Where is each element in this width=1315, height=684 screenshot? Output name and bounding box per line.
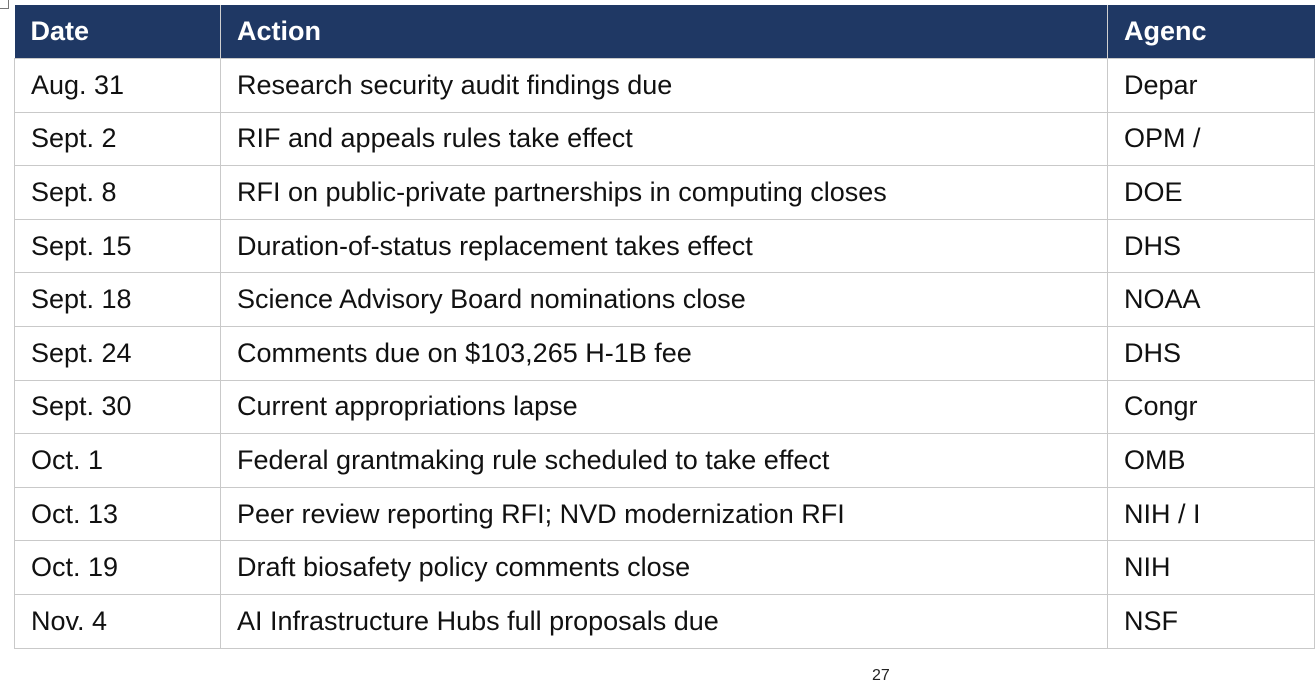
table-row [15, 219, 1315, 273]
table-row [15, 166, 1315, 220]
table-row [15, 594, 1315, 648]
cell-agency: NOAA [1108, 273, 1315, 327]
table-row [15, 541, 1315, 595]
cell-date: Sept. 24 [15, 326, 221, 380]
cell-action: Current appropriations lapse [221, 380, 1108, 434]
cell-action: Draft biosafety policy comments close [221, 541, 1108, 595]
table-header [15, 5, 1315, 59]
cell-action: RIF and appeals rules take effect [221, 112, 1108, 166]
table-row [15, 273, 1315, 327]
cell-agency: Congr [1108, 380, 1315, 434]
cell-action: AI Infrastructure Hubs full proposals due [221, 594, 1108, 648]
cell-date: Oct. 19 [15, 541, 221, 595]
cell-agency: DHS [1108, 326, 1315, 380]
deadlines-table [14, 5, 1315, 649]
cell-action: Comments due on $103,265 H-1B fee [221, 326, 1108, 380]
cell-action: Research security audit findings due [221, 59, 1108, 113]
header-date: Date [15, 5, 221, 59]
header-action: Action [221, 5, 1108, 59]
table-row [15, 434, 1315, 488]
table-row [15, 59, 1315, 113]
cell-action: Federal grantmaking rule scheduled to take effect [221, 434, 1108, 488]
cell-date: Sept. 2 [15, 112, 221, 166]
table-row [15, 326, 1315, 380]
corner-crop-mark [0, 0, 9, 9]
table-row [15, 487, 1315, 541]
cell-agency: DOE [1108, 166, 1315, 220]
cell-action: Peer review reporting RFI; NVD modernization RFI [221, 487, 1108, 541]
cell-agency: NSF [1108, 594, 1315, 648]
cell-date: Sept. 18 [15, 273, 221, 327]
header-row [15, 5, 1315, 59]
page-number: 27 [872, 667, 890, 684]
cell-action: Duration-of-status replacement takes effect [221, 219, 1108, 273]
cell-agency: OMB [1108, 434, 1315, 488]
table-row [15, 380, 1315, 434]
table-row [15, 112, 1315, 166]
cell-date: Aug. 31 [15, 59, 221, 113]
table-body [15, 59, 1315, 649]
cell-date: Sept. 8 [15, 166, 221, 220]
cell-agency: NIH / I [1108, 487, 1315, 541]
cell-date: Nov. 4 [15, 594, 221, 648]
cell-agency: DHS [1108, 219, 1315, 273]
cell-agency: Depar [1108, 59, 1315, 113]
cell-date: Oct. 1 [15, 434, 221, 488]
cell-date: Sept. 15 [15, 219, 221, 273]
cell-agency: OPM / [1108, 112, 1315, 166]
cell-date: Sept. 30 [15, 380, 221, 434]
cell-action: RFI on public-private partnerships in computing closes [221, 166, 1108, 220]
cell-agency: NIH [1108, 541, 1315, 595]
cell-date: Oct. 13 [15, 487, 221, 541]
header-agency: Agenc [1108, 5, 1315, 59]
cell-action: Science Advisory Board nominations close [221, 273, 1108, 327]
